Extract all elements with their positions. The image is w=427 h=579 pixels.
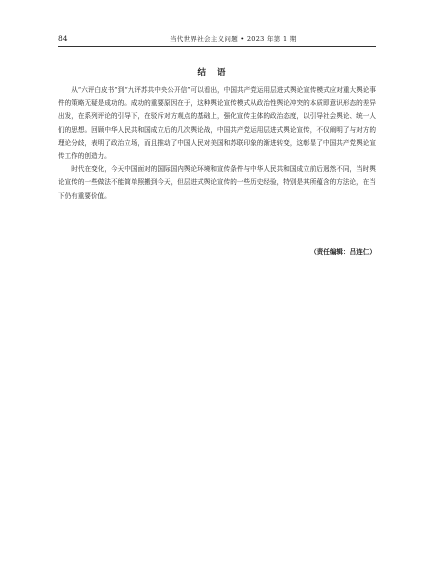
page-number: 84 (58, 34, 68, 43)
header-divider (58, 46, 376, 47)
section-title: 结 语 (197, 68, 230, 78)
editor-credit: （责任编辑：吕连仁） (310, 248, 376, 256)
page-header (58, 33, 376, 45)
body-paragraph-2: 时代在变化，今天中国面对的国际国内舆论环境和宣传条件与中华人民共和国成立前后迥然不同，当时舆论宣传的一些做法不能简单照搬到今天，但层进式舆论宣传的一些历史经验，特别是其所蕴含的方法论，在当下仍有重要价值。 (58, 165, 376, 200)
body-paragraph-1: 从“六评白皮书”到“九评苏共中央公开信”可以看出，中国共产党运用层进式舆论宣传模式应对重大舆论事件的策略无疑是成功的。成功的重要原因在于，这种舆论宣传模式从政治性舆论冲突的本质即意识形态的差异出发，在系列评论的引导下，在驳斥对方观点的基础上，强化宣传主体的政治态度，以引导社会舆论、统一人们的思想。回顾中华人民共和国成立后的几次舆论战，中国共产党运用层进式舆论宣传，不仅阐明了与对方的理论分歧，表明了政治立场，而且推动了中国人民对美国和苏联印象的渐进转变，这彰显了中国共产党舆论宣传工作的创造力。 (58, 86, 376, 161)
article-body (58, 84, 376, 203)
running-head: 当代世界社会主义问题 • 2023 年第 1 期 (170, 35, 297, 43)
